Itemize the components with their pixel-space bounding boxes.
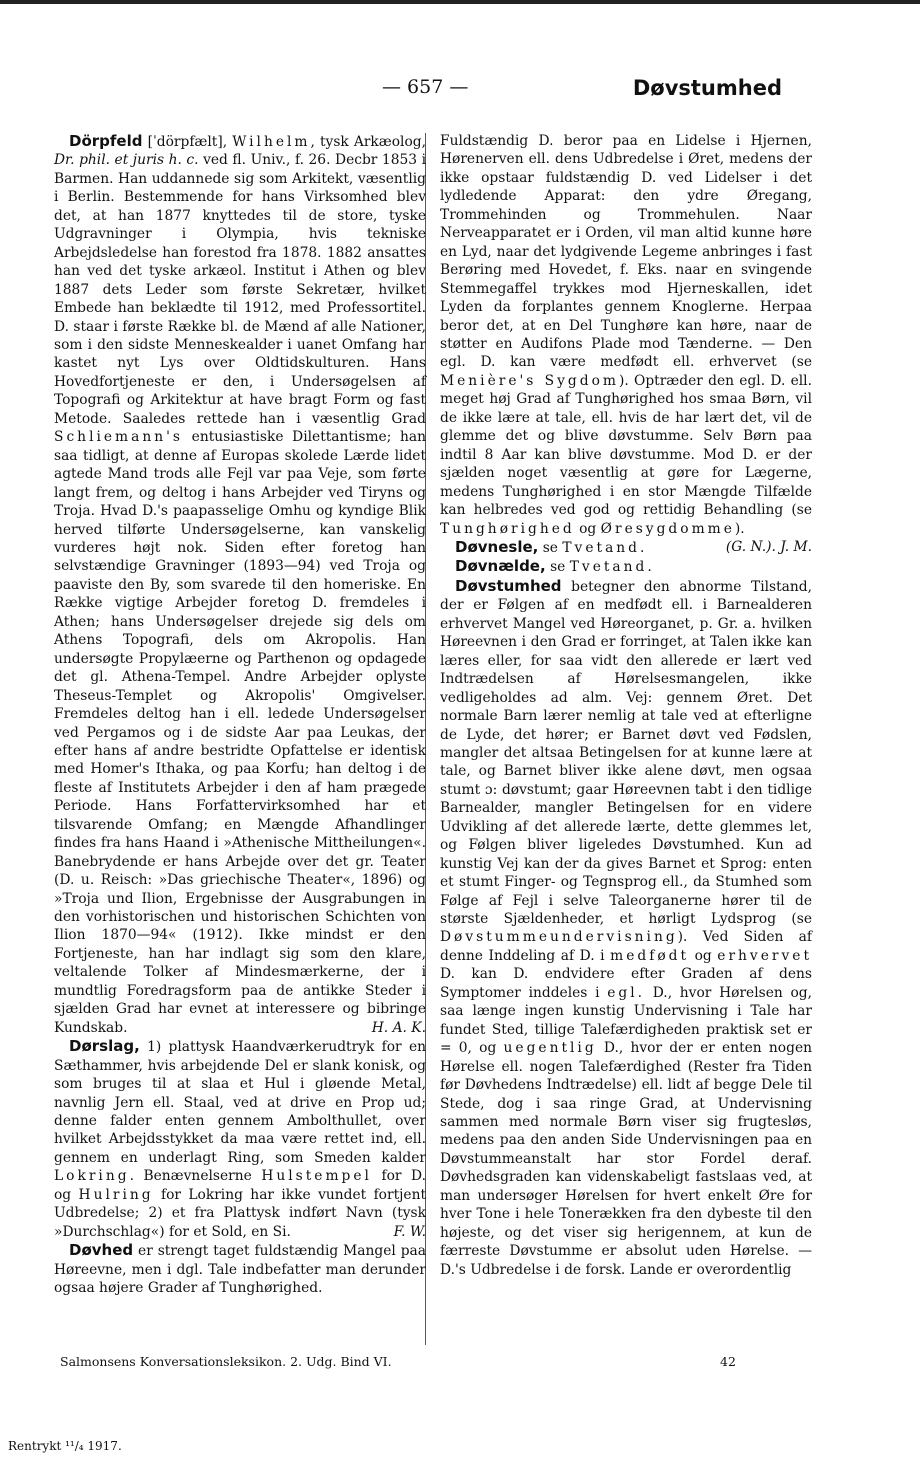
page-footer — [60, 1354, 820, 1369]
cross-reference: Øresygdomme — [600, 520, 735, 537]
text: entusiastiske Dilettantisme; han saa tidligt, at denne af Europas skolede Lærde lidet agtede Mand trods alle Fejl var paa Veje, som førte langt frem, og deltog i hans Arbejder ved Tiryns og Troja. Hvad D.'s paapasselige Omhu og kyndige Blik herved tilførte Undersøgelserne, kan vanskelig vurderes højt nok. Siden efter foretog han selvstændige Gravninger (1893—94) ved Troja og paaviste den By, som svarede til den homeriske. En Række vigtige Arbejder foretog D. fremdeles i Athen; hans Undersøgelser drejede sig dels om Athens Topografi, dels om Akropolis. Han undersøgte Propylæerne og Parthenon og opdagede det gl. Athena-Tempel. Andre Arbejder oplyste Theseus-Templet og Akropolis' Omgivelser. Fremdeles deltog han i ell. ledede Undersøgelser ved Pergamos og i de sidste Aar paa Leukas, der efter hans af andre bestridte Opfattelse er identisk med Homer's Ithaka, og paa Korfu; han deltog i de fleste af Institutets Arbejder i den af ham prægede Periode. Hans Forfattervirksomhed har et tilsvarende Omfang; en Mængde Afhandlinger findes fra hans Haand i »Athenische Mittheilungen«. Banebrydende er hans Arbejde over det gr. Teater (D. u. Reisch: »Das griechische Theater«, 1896) og »Troja und Ilion, Ergebnisse der Ausgrabungen in den vorhistorischen und historischen Schichten von Ilion 1870—94« (1912). Ikke mindst er den Fortjeneste, han har indlagt sig som den klare, veltalende Tolker af Mindesmærkerne, der i mundtlig Foredragsform paa de antikke Steder i sjælden Grad har evnet at interessere og bibringe Kundskab. — [54, 429, 426, 1036]
text: betegner den abnorme Tilstand, der er Følgen af en medfødt ell. i Barnealderen erhvervet Mangel ved Høreorganet, p. Gr. a. hvilken Høreevnen i den Grad er forringet, at Talen ikke kan læres eller, for saa vidt den allerede er lært ved Indtrædelsen af Hørelsesmangelen, ikke vedligeholdes ad alm. Vej: gennem Øret. Det normale Barn lærer nemlig at tale ved at efterligne de Lyde, det hører; er Barnet døvt ved Fødslen, mangler det altsaa Betingelsen for at kunne lære at tale, og Barnet bliver ikke alene døvt, men ogsaa stumt ɔ: døvstumt; gaar Høreevnen tabt i den tidlige Barnealder, mangler Betingelsen for en videre Udvikling af det allerede lærte, dette glemmes let, og Følgen bliver ligeledes Døvstumhed. Kun ad kunstig Vej kan der da gives Barnet et Sprog: enten et stumt Finger- og Tegnsprog ell., da Stumhed som Følge af Fejl i selve Taleorganerne hører til de største Sjældenheder, et hørligt Lydsprog (se — [440, 578, 812, 928]
text: [ˈdörpfælt], — [142, 134, 233, 150]
spaced-name: Wilhelm — [232, 134, 311, 150]
cross-reference: Døvstummeundervisning — [440, 929, 678, 946]
spaced-name: Schliemann's — [54, 429, 184, 446]
signature-mark: 42 — [720, 1354, 736, 1369]
cross-reference: Tvetand — [562, 539, 641, 556]
text: se — [545, 559, 570, 576]
headword: Dörpfeld — [69, 132, 143, 150]
text: D. kan D. endvidere efter Graden af dens Symptomer inddeles i — [440, 966, 812, 1001]
degree-title: Dr. phil. et juris h. c. — [54, 152, 199, 169]
entry-dovstumhed — [440, 577, 812, 1279]
author-signature: H. A. K. — [371, 1019, 426, 1036]
spaced-term: Hulring — [78, 1186, 154, 1203]
entry-dovhed — [54, 1241, 426, 1297]
text: for D. og — [54, 1168, 426, 1203]
text: ved fl. Univ., f. 26. Decbr 1853 i Barmen. Han uddannede sig som Arkitekt, væsentlig i Berlin. Bestemmende for hans Virksomhed blev det, at han 1877 knyttedes til de store, tyske Udgravninger i Olympia, hvis tekniske Arbejdsledelse han forestod fra 1878. 1882 ansattes han ved det tyske arkæol. Institut i Athen og blev 1887 dets Leder som første Sekretær, hvilket Embede han beklædte til 1912, med Professortitel. D. staar i første Række bl. de Mænd af alle Nationer, som i den sidste Menneskealder i uanet Omfang har kastet nyt Lys over Oldtidskulturen. Hans Hovedfortjeneste er den, i Undersøgelsen af Topografi og Arkitektur at have bragt Form og fast Metode. Saaledes rettede han i væsentlig Grad — [54, 152, 427, 427]
entry-dorslag — [54, 1037, 426, 1241]
text: ). Ved Siden af denne Inddeling af D. i — [440, 929, 812, 964]
text: . Benævnelserne — [129, 1168, 262, 1185]
headword: Dørslag, — [69, 1037, 140, 1056]
text: . — [640, 539, 645, 556]
reprint-note: Rentrykt ¹¹/₄ 1917. — [8, 1439, 122, 1453]
text: er strengt taget fuldstændig Mangel paa Høreevne, men i dgl. Tale indbefatter man derunder ogsaa højere Grader af Tunghørighed. — [54, 1243, 426, 1297]
left-column — [54, 132, 426, 1298]
headword: Døvnesle, — [455, 537, 539, 556]
page-header — [0, 76, 920, 106]
cross-reference: Menière's Sygdom — [440, 372, 619, 389]
headword: Døvstumhed — [455, 576, 562, 595]
page-number: — 657 — — [382, 76, 469, 98]
spaced-term: egl. — [607, 984, 646, 1001]
text: D., hvor der er enten nogen Hørelse ell. nogen Talefærdighed (Rester fra Tiden før Døvhedens Indtrædelse) ell. lidt af begge Dele til Stede, dog i saa ringe Grad, at Undervisning sammen med normale Børn viser sig frugtesløs, medens paa den anden Side Undervisningen paa en Døvstummeanstalt har stor Fordel deraf. Døvhedsgraden kan videnskabeligt fastslaas ved, at man undersøger Hørelsen for hvert enkelt Øre for hver Tone i hele Tonerækken fra den dybeste til den højeste, og det viser sig herigennem, at kun de færreste Døvstumme er absolut uden Hørelse. — D.'s Udbredelse i de forsk. Lande er overordentlig — [440, 1040, 812, 1278]
entry-dovnaelde — [440, 557, 812, 576]
spaced-term: Lokring — [54, 1168, 130, 1185]
text: 1) plattysk Haandværkerudtryk for en Sæthammer, hvis arbejdende Del er slank konisk, og som bruges til at slaa et Hul i gløende Metal, navnlig Jern ell. Staal, ved at drive en Prop ud; denne falder enten gennem Ambolthullet, over hvilket Arbejdsstykket da maa være rettet ind, ell. gennem en underlagt Ring, som Smeden kalder — [54, 1039, 426, 1166]
spaced-term: uegentlig — [503, 1040, 597, 1057]
text: for Lokring har ikke vundet fortjent Udbredelse; 2) et fra Plattysk indført Navn (tysk »Durchschlag«) for et Sold, en Si. — [54, 1186, 426, 1240]
spaced-term: Hulstempel — [261, 1168, 372, 1185]
text: og — [574, 520, 601, 537]
text: D., hvor Hørelsen og, saa længe ingen kunstig Undervisning i Tale har fundet Sted, tillige Talefærdigheden praktisk set er = 0, og — [440, 984, 812, 1057]
running-head: Døvstumhed — [632, 76, 782, 100]
top-border — [0, 0, 920, 4]
text: Fuldstændig D. beror paa en Lidelse i Hjernen, Hørenerven ell. dens Udbredelse i Øret, medens der ikke opstaar fuldstændig D. ved Lidelser i det lydledende Apparat: den ydre Øregang, Trommehinden og Trommehulen. Naar Nerveapparatet er i Orden, vil man altid kunne høre en Lyd, naar det lydgivende Legeme anbringes i fast Berøring med Hovedet, f. Eks. naar en svingende Stemmegaffel trykkes mod Hjerneskallen, idet Lyden da forplantes gennem Knoglerne. Herpaa beror det, at en Del Tunghøre kan høre, naar de støtter en Audifons Plade mod Tænderne. — Den egl. D. kan være medfødt ell. erhvervet (se — [440, 133, 812, 371]
spaced-term: erhvervet — [717, 947, 812, 964]
text: . — [647, 559, 652, 576]
headword: Døvnælde, — [455, 557, 546, 576]
publication-line: Salmonsens Konversationsleksikon. 2. Udg. Bind VI. — [60, 1354, 392, 1369]
spaced-term: medfødt — [610, 947, 690, 964]
author-signature: (G. N.). J. M. — [725, 538, 812, 555]
headword: Døvhed — [69, 1241, 134, 1260]
text: se — [538, 539, 563, 556]
cross-reference: Tunghørighed — [440, 520, 575, 537]
text: ). — [734, 520, 745, 537]
text: , tysk Arkæolog, — [310, 134, 426, 150]
author-signature: F. W. — [393, 1223, 426, 1240]
cross-reference: Tvetand — [569, 559, 648, 576]
entry-dorpfeld — [54, 132, 426, 1037]
text: og — [689, 947, 718, 964]
right-column — [440, 132, 812, 1279]
text: ). Optræder den egl. D. ell. meget høj Grad af Tunghørighed hos smaa Børn, vil de ikke lære at tale, ell. hvis de har lært det, vil de glemme det og blive døvstumme. Selv Børn paa indtil 8 Aar kan blive døvstumme. Mod D. er der sjælden noget væsentlig at gøre for Lægerne, medens Tunghørighed i en stor Mængde Tilfælde kan helbredes ved god og rettidig Behandling (se — [440, 372, 812, 519]
